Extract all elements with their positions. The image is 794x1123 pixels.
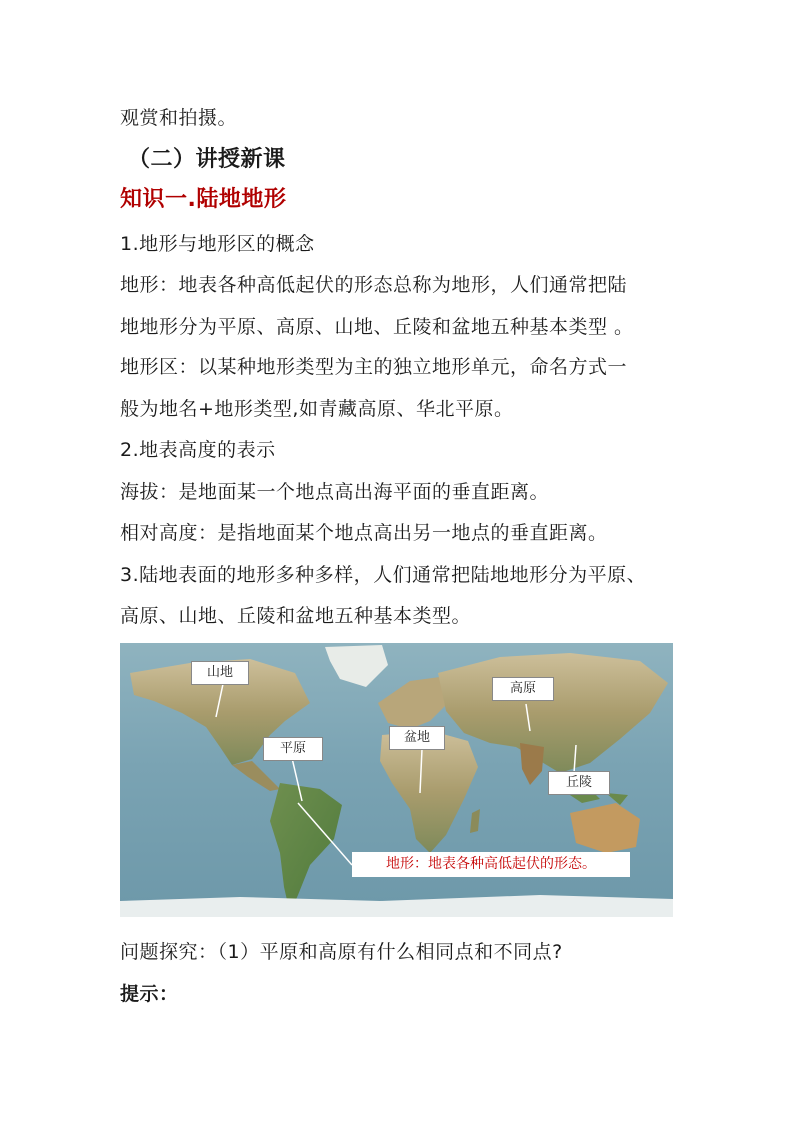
map-caption: 地形：地表各种高低起伏的形态。 — [352, 852, 630, 877]
map-label-basin: 盆地 — [389, 726, 445, 750]
paragraph-terrain-2: 地地形分为平原、高原、山地、丘陵和盆地五种基本类型 。 — [120, 316, 634, 338]
paragraph-region-2: 般为地名+地形类型,如青藏高原、华北平原。 — [120, 398, 514, 420]
paragraph-region-1: 地形区：以某种地形类型为主的独立地形单元，命名方式一 — [120, 356, 628, 378]
hint-label: 提示： — [120, 983, 179, 1005]
subheading-1: 1.地形与地形区的概念 — [120, 233, 315, 255]
map-label-plain: 平原 — [263, 737, 323, 761]
paragraph-types-2: 高原、山地、丘陵和盆地五种基本类型。 — [120, 605, 472, 627]
map-label-hills: 丘陵 — [548, 771, 610, 795]
map-label-plateau: 高原 — [492, 677, 554, 701]
question-text: 问题探究：（1）平原和高原有什么相同点和不同点? — [120, 941, 563, 963]
section-heading: （二）讲授新课 — [128, 147, 286, 172]
intro-text: 观赏和拍摄。 — [120, 107, 238, 129]
world-terrain-map — [120, 643, 673, 917]
paragraph-types-1: 3.陆地表面的地形多种多样，人们通常把陆地地形分为平原、 — [120, 564, 647, 586]
map-label-mountain: 山地 — [191, 661, 249, 685]
paragraph-altitude: 海拔：是地面某一个地点高出海平面的垂直距离。 — [120, 481, 550, 503]
subheading-2: 2.地表高度的表示 — [120, 439, 276, 461]
paragraph-relative-height: 相对高度：是指地面某个地点高出另一地点的垂直距离。 — [120, 522, 608, 544]
knowledge-heading: 知识一.陆地地形 — [120, 187, 287, 212]
paragraph-terrain-1: 地形：地表各种高低起伏的形态总称为地形，人们通常把陆 — [120, 274, 628, 296]
